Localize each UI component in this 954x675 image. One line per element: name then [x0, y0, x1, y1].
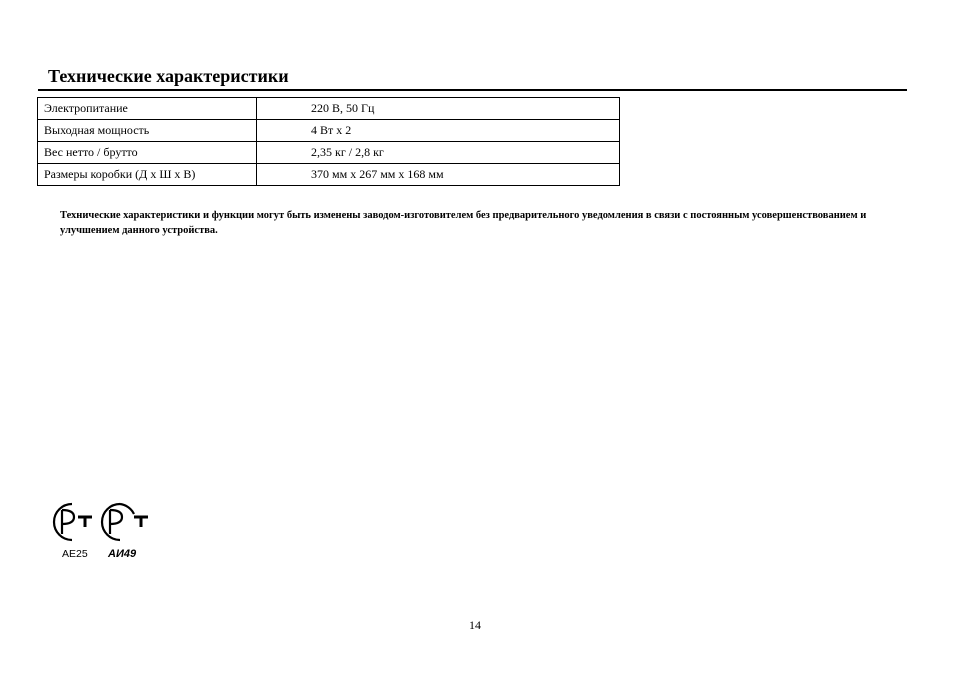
spec-value: 220 В, 50 Гц: [257, 98, 620, 120]
heading-divider: [38, 89, 907, 91]
specifications-table: [37, 97, 620, 186]
spec-value: 4 Вт х 2: [257, 120, 620, 142]
section-title: Технические характеристики: [48, 66, 289, 86]
table-row: [38, 142, 620, 164]
table-row: [38, 98, 620, 120]
spec-name: Размеры коробки (Д х Ш х В): [38, 164, 257, 186]
certification-code: АИ49: [108, 548, 137, 560]
spec-value: 370 мм х 267 мм х 168 мм: [257, 164, 620, 186]
certification-code: AE25: [62, 548, 88, 560]
disclaimer-note: Технические характеристики и функции могут быть изменены заводом-изготовителем без предварительного уведомления в связи с постоянным усовершенствованием и улучшением данного устройства.: [60, 210, 867, 236]
table-row: [38, 120, 620, 142]
spec-name: Электропитание: [38, 98, 257, 120]
spec-name: Выходная мощность: [38, 120, 257, 142]
page-number: 14: [469, 618, 481, 632]
rst-certification-mark-icon: [52, 500, 152, 544]
spec-value: 2,35 кг / 2,8 кг: [257, 142, 620, 164]
table-row: [38, 164, 620, 186]
spec-name: Вес нетто / брутто: [38, 142, 257, 164]
